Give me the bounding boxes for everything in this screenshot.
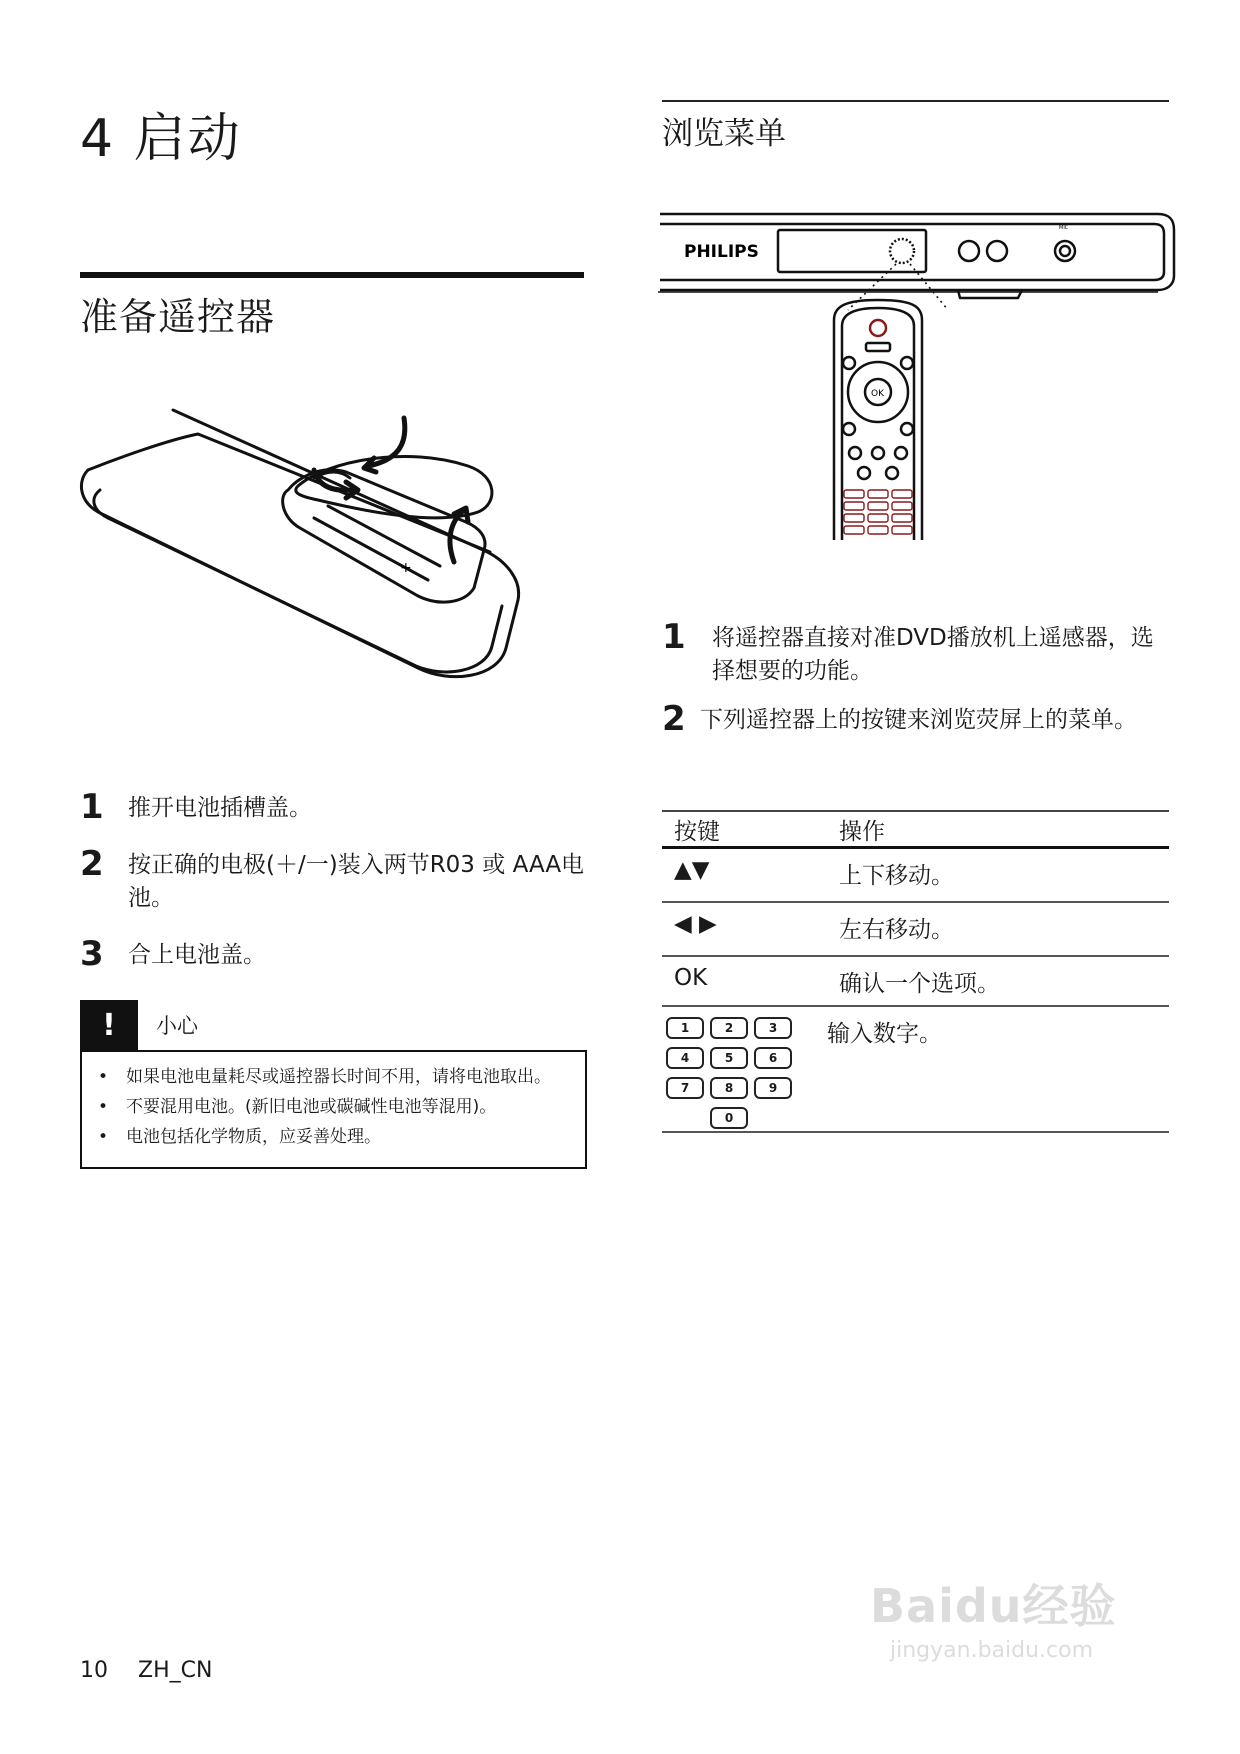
list-item [662, 699, 1172, 739]
list-item [80, 934, 590, 974]
exclamation-icon: ! [80, 1000, 138, 1050]
remote-ok-label: OK [871, 389, 884, 399]
step-text: 下列遥控器上的按键来浏览荧屏上的菜单。 [700, 707, 1137, 733]
header-key: 按键 [674, 819, 720, 845]
step-text: 按正确的电极(＋/一)装入两节R03 或 AAA电池。 [128, 852, 585, 911]
caution-header [80, 1000, 587, 1050]
action-cell: 输入数字。 [827, 1021, 942, 1047]
step-text: 推开电池插槽盖。 [128, 795, 312, 821]
step-text: 合上电池盖。 [128, 942, 266, 968]
section-divider [662, 100, 1169, 102]
numpad-key: 4 [666, 1047, 704, 1069]
caution-title: 小心 [156, 1014, 198, 1038]
page-number: 10 [80, 1658, 108, 1683]
remote-steps-list [80, 787, 590, 994]
numpad-key: 6 [754, 1047, 792, 1069]
key-action-table [662, 810, 1169, 1133]
list-item [96, 1095, 571, 1120]
table-row [662, 849, 1169, 903]
key-cell: OK [674, 965, 708, 991]
action-cell: 左右移动。 [839, 917, 954, 943]
bullet-icon: • [98, 1127, 109, 1147]
caution-text: 如果电池电量耗尽或遥控器长时间不用，请将电池取出。 [126, 1067, 551, 1087]
dvd-player-remote-illustration [658, 210, 1178, 610]
battery-insertion-illustration [78, 400, 598, 730]
numpad-key: 1 [666, 1017, 704, 1039]
mic-label: MIC [1059, 225, 1069, 231]
table-row [662, 903, 1169, 957]
caution-callout [80, 1000, 587, 1169]
step-number: 1 [662, 617, 686, 657]
chapter-title: 4 启动 [80, 109, 242, 169]
step-number: 3 [80, 934, 104, 974]
numpad-key: 5 [710, 1047, 748, 1069]
brand-logo: PHILIPS [684, 242, 759, 262]
watermark-logo: Baidu经验 [870, 1579, 1117, 1633]
table-row [662, 957, 1169, 1007]
key-cell [662, 1007, 827, 1131]
caution-body [80, 1050, 587, 1169]
step-text: 将遥控器直接对准DVD播放机上遥感器，选择想要的功能。 [712, 625, 1154, 684]
table-row [662, 1007, 1169, 1133]
caution-text: 不要混用电池。(新旧电池或碳碱性电池等混用)。 [126, 1097, 497, 1117]
numpad-key: 7 [666, 1077, 704, 1099]
bullet-icon: • [98, 1097, 109, 1117]
numpad-key: 2 [710, 1017, 748, 1039]
numpad-key: 3 [754, 1017, 792, 1039]
bullet-icon: • [98, 1067, 109, 1087]
list-item [96, 1125, 571, 1150]
table-header [662, 812, 1169, 849]
key-cell: ▲▼ [674, 857, 710, 883]
section-divider [80, 272, 584, 278]
numpad-key: 8 [710, 1077, 748, 1099]
section-title-browse: 浏览菜单 [662, 116, 786, 152]
battery-polarity-mark: + [400, 560, 412, 576]
section-title-remote: 准备遥控器 [80, 295, 276, 339]
list-item [662, 617, 1172, 688]
list-item [96, 1065, 571, 1090]
numpad-icon [662, 1017, 827, 1129]
numpad-key: 0 [710, 1107, 748, 1129]
list-item [80, 844, 590, 915]
step-number: 2 [662, 699, 686, 739]
key-cell: ◀ ▶ [674, 911, 717, 937]
header-action: 操作 [839, 819, 885, 845]
list-item [80, 787, 590, 827]
action-cell: 上下移动。 [839, 863, 954, 889]
watermark-url: jingyan.baidu.com [890, 1638, 1094, 1663]
action-cell: 确认一个选项。 [839, 971, 1000, 997]
watermark [870, 1570, 1117, 1663]
numpad-key: 9 [754, 1077, 792, 1099]
step-number: 1 [80, 787, 104, 827]
caution-text: 电池包括化学物质，应妥善处理。 [126, 1127, 381, 1147]
language-code: ZH_CN [138, 1658, 213, 1683]
browse-steps-list [662, 617, 1172, 751]
step-number: 2 [80, 844, 104, 884]
